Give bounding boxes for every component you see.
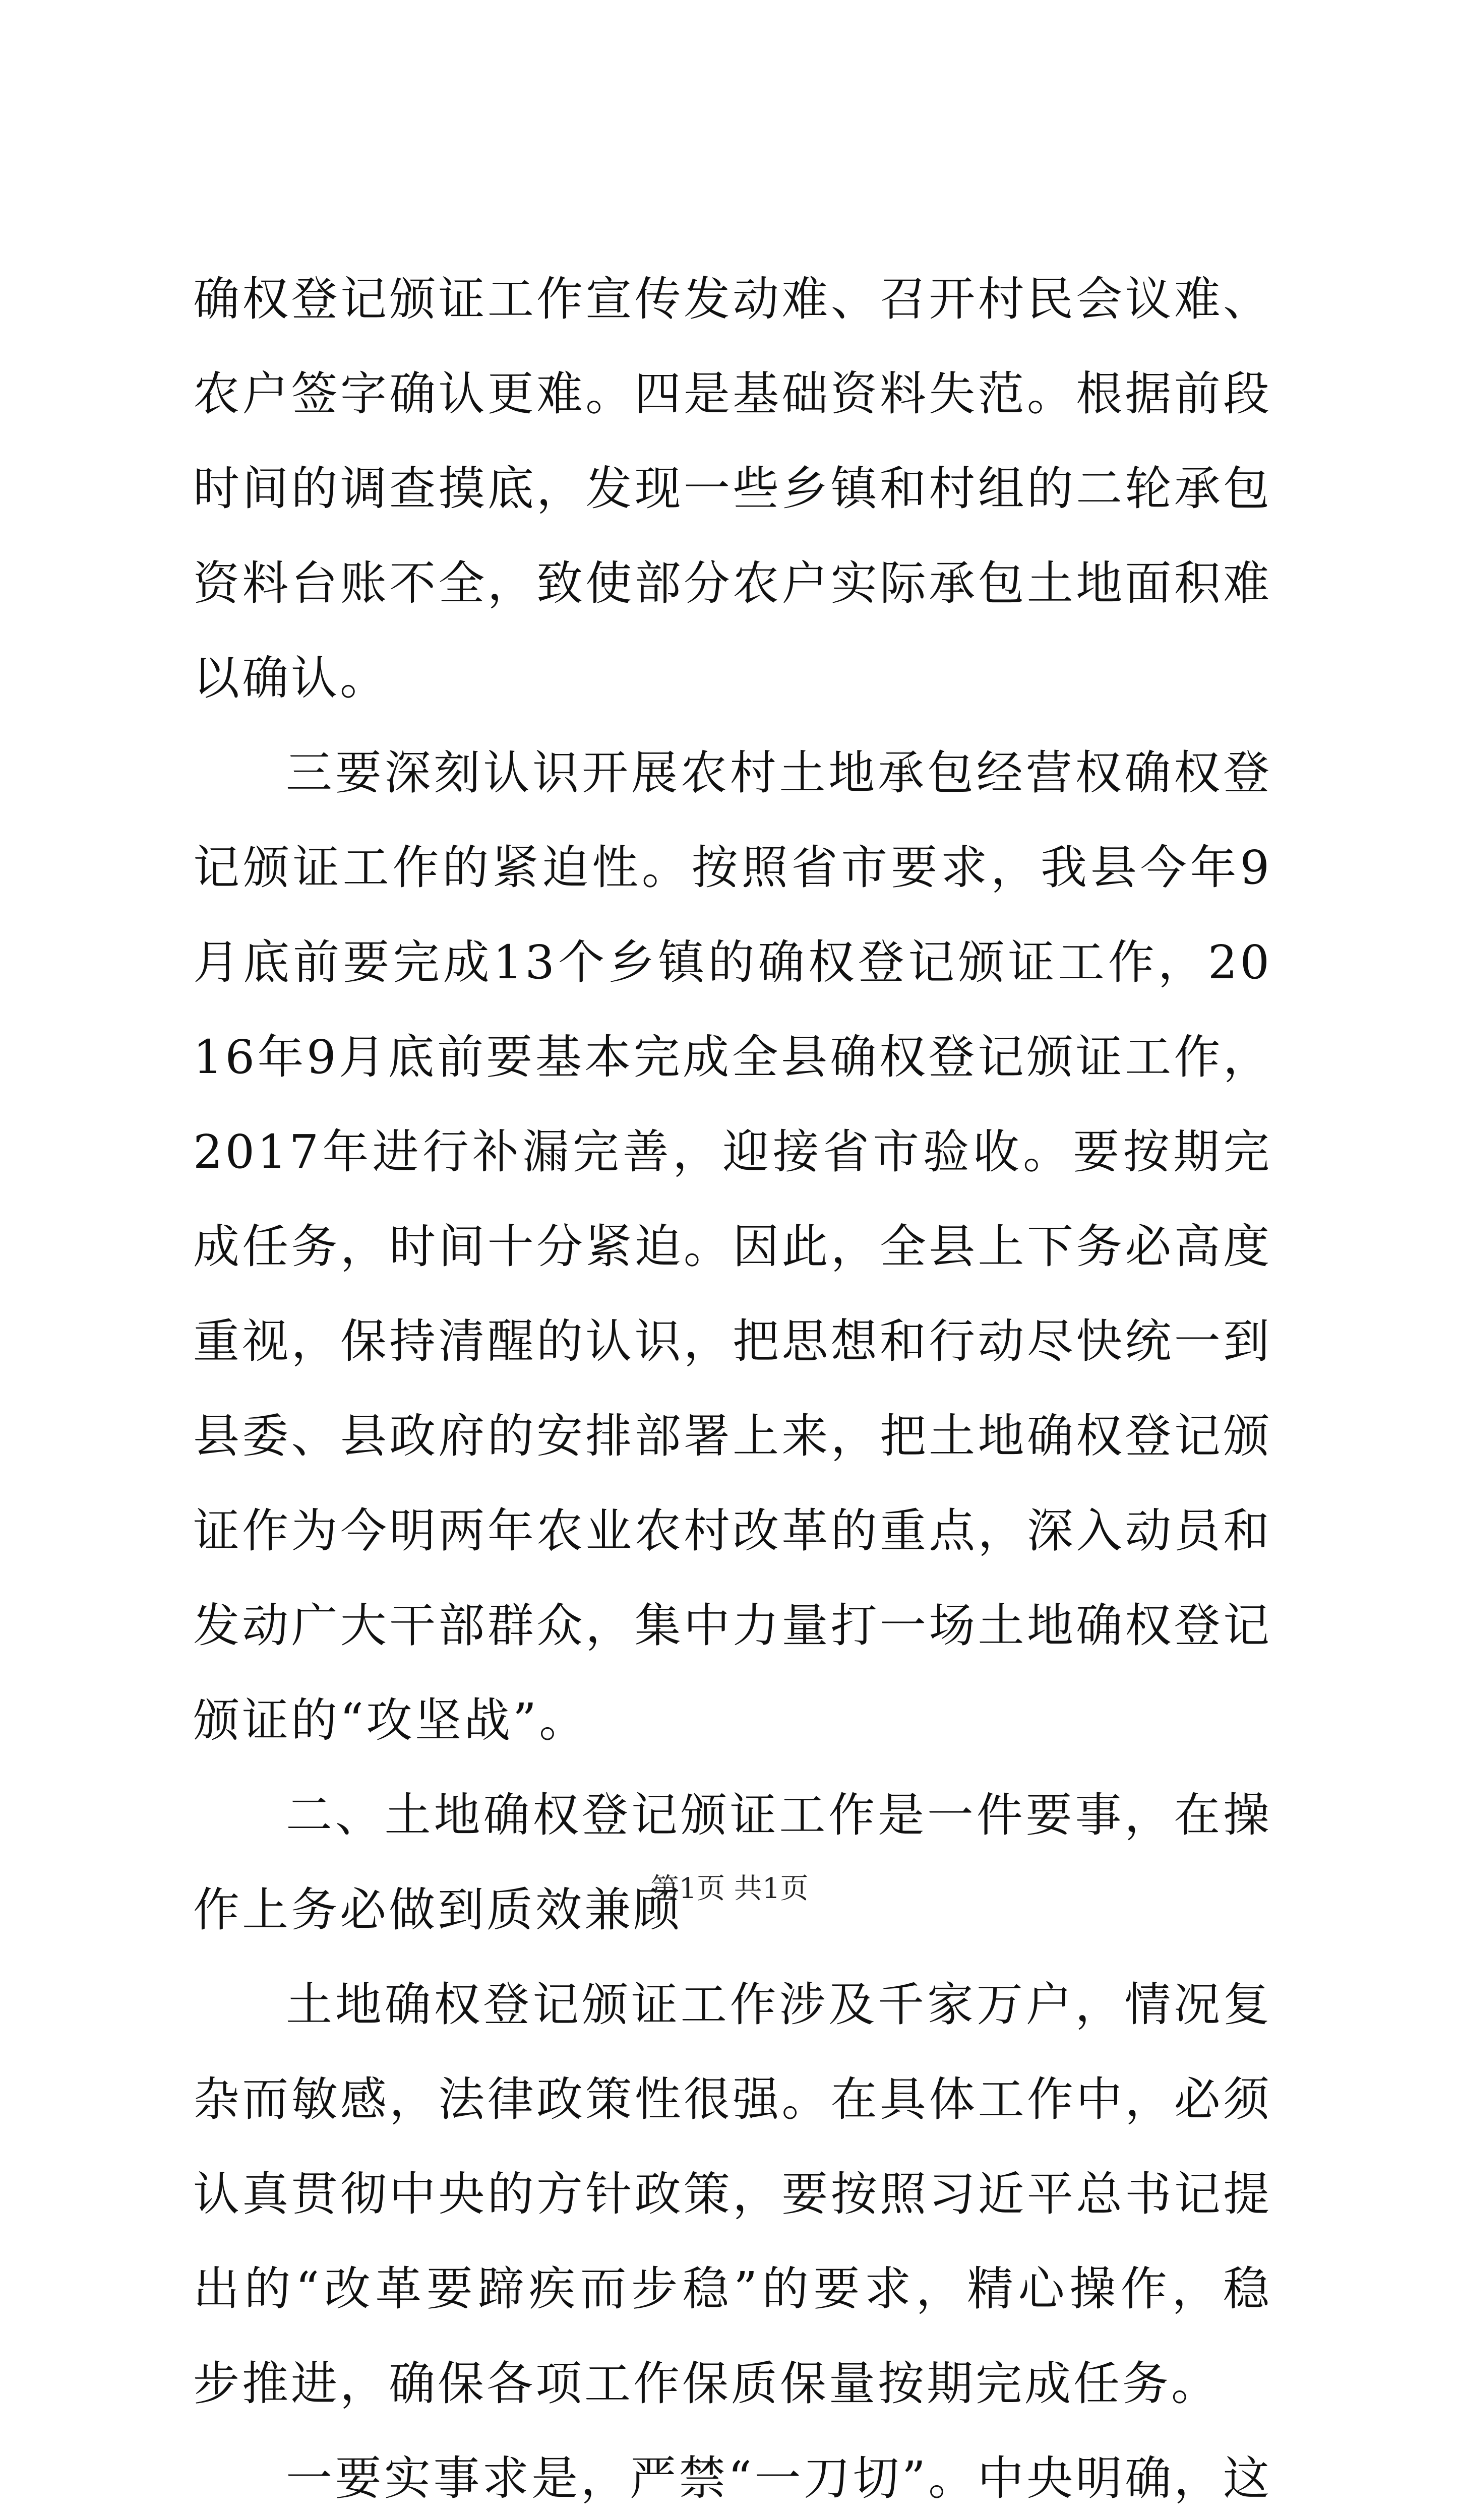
paragraph-urgency: 三要深刻认识开展农村土地承包经营权确权登记颁证工作的紧迫性。按照省市要求，我县今年9月底前要完成13个乡镇的确权登记颁证工作，2016年9月底前要基本完成全县确权登记颁证工作，2017年进行补漏完善，迎接省市验收。要按期完成任务，时间十分紧迫。因此，全县上下务必高度重视，保持清醒的认识，把思想和行动尽快统一到县委、县政府的安排部署上来，把土地确权登记颁证作为今明两年农业农村改革的重点，深入动员和发动广大干部群众，集中力量打一场土地确权登记颁证的“攻坚战”。 [193, 746, 1272, 1747]
document-body [193, 252, 1272, 2520]
paragraph-fact-based: 一要实事求是，严禁“一刀切”。中央明确，这 [286, 2451, 1272, 2505]
paragraph-policy: 土地确权登记颁证工作涉及千家万户，情况复杂而敏感，法律政策性很强。在具体工作中，必须认真贯彻中央的方针政策，要按照习近平总书记提出的“改革要蹄疾而步稳”的要求，精心操作，稳步推进，确保各项工作保质保量按期完成任务。 [193, 1978, 1272, 2411]
section-heading-two: 二、土地确权登记颁证工作是一件要事，在操作上务必做到质效兼顾 [193, 1788, 1272, 1937]
paragraph-continuation: 确权登记颁证工作宣传发动难、召开村民会议难、农户签字确认更难。四是基础资料失范。根据前段时间的调查摸底，发现一些乡镇和村组的二轮承包资料台账不全，致使部分农户实际承包土地面积难以确认。 [193, 272, 1272, 705]
page-number-footer: 第1页 共1页 [650, 1872, 809, 1905]
